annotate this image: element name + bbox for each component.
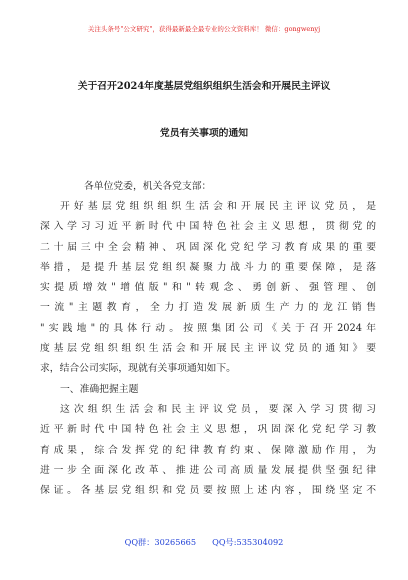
doc-title-line-2: 党员有关事项的通知	[159, 128, 249, 139]
contact-footer	[0, 537, 408, 548]
body-line: 开好基层党组织组织生活会和开展民主评议党员，是	[60, 201, 376, 212]
body-line: 举措，是提升基层党组织凝聚力战斗力的重要保障，是落	[40, 261, 376, 273]
qq-number: QQ号:535304092	[212, 537, 284, 547]
promo-header: 关注头条号"公文研究"，获得最新最全最专业的公文资料库！ 微信：gongwenyj	[87, 25, 321, 33]
body-line: 进一步全面深化改革、推进公司高质量发展提供坚强纪律	[40, 464, 376, 476]
section-heading: 一、准确把握主题	[60, 383, 139, 395]
body-line: 育成果，综合发挥党的纪律教育约束、保障激励作用，为	[40, 444, 376, 456]
body-line: "实践地"的具体行动。按照集团公司《关于召开2024年	[40, 322, 376, 334]
body-line: 深入学习习近平新时代中国特色社会主义思想，贯彻党的	[40, 221, 376, 233]
salutation: 各单位党委，机关各党支部：	[84, 181, 212, 192]
body-line: 求，结合公司实际，现就有关事项通知如下。	[40, 363, 236, 375]
body-line: 这次组织生活会和民主评议党员，要深入学习贯彻习	[60, 403, 376, 415]
doc-body	[40, 197, 376, 501]
doc-title-line-1: 关于召开2024年度基层党组织组织生活会和开展民主评议	[77, 81, 331, 92]
body-line: 度基层党组织组织生活会和开展民主评议党员的通知》要	[40, 343, 376, 355]
body-line: 一流"主题教育，全力打造发展新质生产力的龙江销售	[40, 302, 376, 314]
qq-group: QQ群：30265665	[124, 537, 197, 547]
body-line: 保证。各基层党组织和党员要按照上述内容，围绕坚定不	[40, 485, 376, 497]
body-line: 二十届三中全会精神、巩固深化党纪学习教育成果的重要	[40, 241, 376, 253]
body-line: 实提质增效"增值版"和"转观念、勇创新、强管理、创	[40, 282, 376, 294]
body-line: 近平新时代中国特色社会主义思想，巩固深化党纪学习教	[40, 424, 376, 436]
